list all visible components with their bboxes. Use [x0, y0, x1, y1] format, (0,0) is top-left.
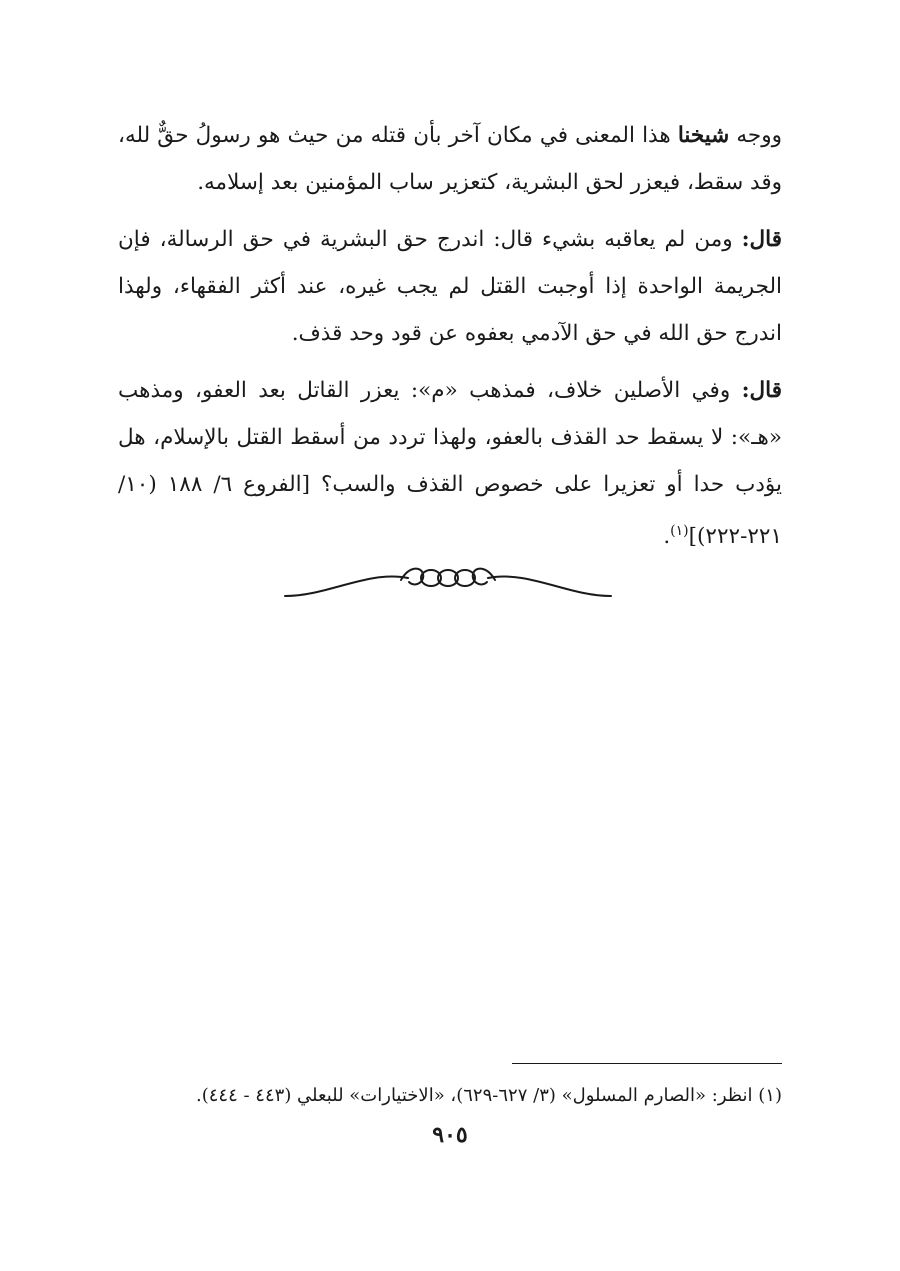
- paragraph-3: [118, 367, 782, 560]
- divider-flourish-icon: [283, 560, 613, 604]
- paragraph-3-end: .: [663, 524, 671, 550]
- paragraph-2-text: ومن لم يعاقبه بشيء قال: اندرج حق البشرية في حق الرسالة، فإن الجريمة الواحدة إذا أوجبت القتل لم يجب غيره، عند أكثر الفقهاء، ولهذا اندرج حق الله في حق الآدمي بعفوه عن قود وحد قذف.: [118, 227, 782, 346]
- paragraph-2: [118, 216, 782, 357]
- footnote-divider: [512, 1063, 782, 1064]
- paragraph-3-text: وفي الأصلين خلاف، فمذهب «م»: يعزر القاتل بعد العفو، ومذهب «هـ»: لا يسقط حد القذف بالعفو، ولهذا تردد من أسقط القتل بالإسلام، هل يؤدب حدا أو تعزيرا على خصوص القذف والسب؟ [الفروع ٦/ ١٨٨ (١٠/ ٢٢١-٢٢٢)]: [118, 378, 782, 550]
- paragraph-1-text-b: هذا المعنى في مكان آخر بأن قتله من حيث هو رسولُ حقٌّ لله، وقد سقط، فيعزر لحق البشرية، كتعزير ساب المؤمنين بعد إسلامه.: [118, 123, 782, 195]
- main-text: [118, 112, 782, 570]
- paragraph-2-label: قال:: [741, 227, 782, 252]
- paragraph-1-text-a: ووجه: [729, 123, 782, 148]
- paragraph-3-label: قال:: [741, 378, 782, 403]
- paragraph-1: [118, 112, 782, 206]
- page-number: ٩٠٥: [432, 1122, 468, 1148]
- footnote: (١) انظر: «الصارم المسلول» (٣/ ٦٢٧-٦٢٩)، «الاختيارات» للبعلي (٤٤٣ - ٤٤٤).: [196, 1085, 782, 1106]
- paragraph-1-bold-name: شيخنا: [677, 123, 730, 148]
- footnote-marker[interactable]: (١): [670, 523, 689, 539]
